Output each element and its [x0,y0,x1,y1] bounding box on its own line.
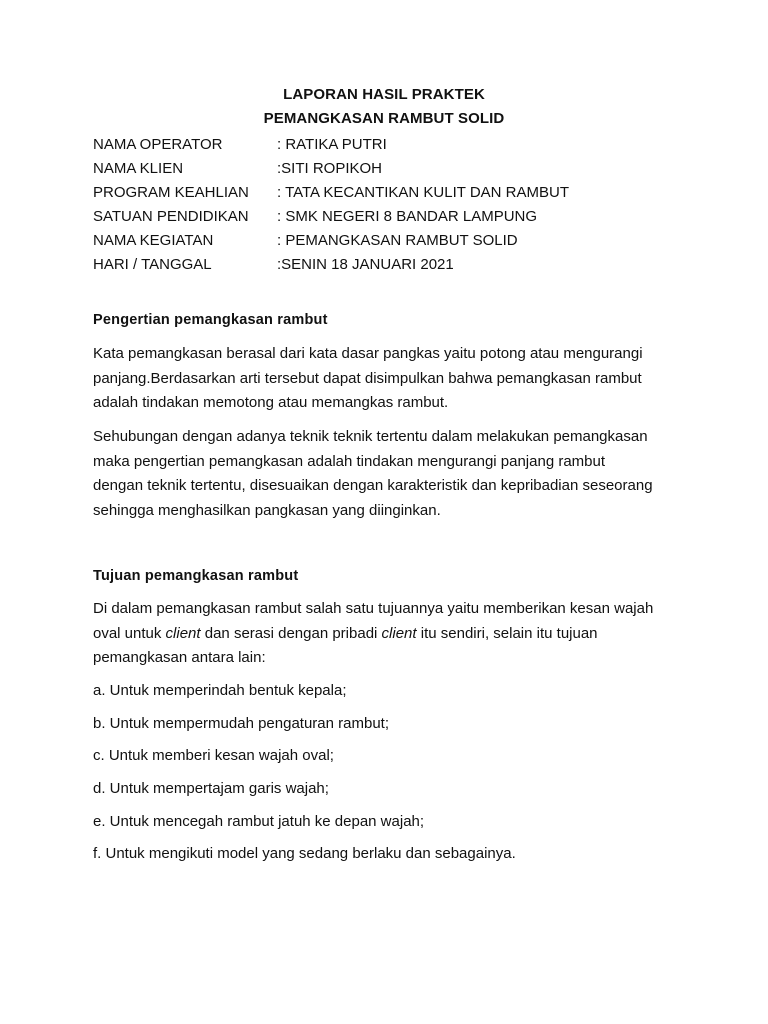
info-label: SATUAN PENDIDIKAN [93,208,249,225]
list-item: c. Untuk memberi kesan wajah oval; [93,747,334,765]
text-run: dan serasi dengan pribadi [200,624,382,642]
info-label: NAMA KLIEN [93,160,184,177]
paragraph-definition-1 [93,342,693,416]
text-line: maka pengertian pemangkasan adalah tindakan mengurangi panjang rambut [93,452,606,470]
section-heading-definition: Pengertian pemangkasan rambut [93,312,328,328]
info-table [93,136,569,280]
text-line: adalah tindakan memotong atau memangkas rambut. [93,394,449,411]
info-row-school [93,208,569,232]
info-row-activity [93,232,569,256]
purpose-list [93,679,516,875]
paragraph-definition-2 [93,425,693,523]
report-title: LAPORAN HASIL PRAKTEK [283,86,485,103]
report-subtitle: PEMANGKASAN RAMBUT SOLID [263,110,505,127]
text-run: oval untuk [93,624,166,642]
list-item: d. Untuk mempertajam garis wajah; [93,780,329,798]
text-line: Di dalam pemangkasan rambut salah satu tujuannya yaitu memberikan kesan wajah [93,600,654,617]
info-label: HARI / TANGGAL [93,256,212,273]
list-item: b. Untuk mempermudah pengaturan rambut; [93,714,389,732]
info-row-program [93,184,569,208]
italic-term: client [381,624,417,642]
info-row-date [93,256,569,280]
info-value: : PEMANGKASAN RAMBUT SOLID [277,232,518,249]
info-label: PROGRAM KEAHLIAN [93,184,249,201]
section-heading-purpose: Tujuan pemangkasan rambut [93,568,299,584]
text-line: Kata pemangkasan berasal dari kata dasar pangkas yaitu potong atau mengurangi [93,345,643,362]
info-value: : TATA KECANTIKAN KULIT DAN RAMBUT [277,184,569,201]
text-run: itu sendiri, selain itu tujuan [416,624,598,642]
info-value: : RATIKA PUTRI [277,136,387,153]
list-item: e. Untuk mencegah rambut jatuh ke depan wajah; [93,812,425,830]
text-line: Sehubungan dengan adanya teknik teknik tertentu dalam melakukan pemangkasan [93,428,648,445]
info-row-client [93,160,569,184]
info-value: : SMK NEGERI 8 BANDAR LAMPUNG [277,208,538,225]
list-item: a. Untuk memperindah bentuk kepala; [93,682,347,699]
info-value: :SITI ROPIKOH [277,160,383,177]
info-label: NAMA OPERATOR [93,136,223,153]
text-line: panjang.Berdasarkan arti tersebut dapat disimpulkan bahwa pemangkasan rambut [93,369,642,387]
italic-term: client [165,624,201,642]
text-line: sehingga menghasilkan pangkasan yang diinginkan. [93,501,441,519]
paragraph-purpose-intro [93,597,693,671]
info-label: NAMA KEGIATAN [93,232,214,249]
text-line [93,622,693,647]
info-value: :SENIN 18 JANUARI 2021 [277,256,454,273]
list-item: f. Untuk mengikuti model yang sedang berlaku dan sebagainya. [93,845,516,863]
text-line: pemangkasan antara lain: [93,649,266,666]
text-line: dengan teknik tertentu, disesuaikan dengan karakteristik dan kepribadian seseorang [93,477,653,494]
info-row-operator [93,136,569,160]
